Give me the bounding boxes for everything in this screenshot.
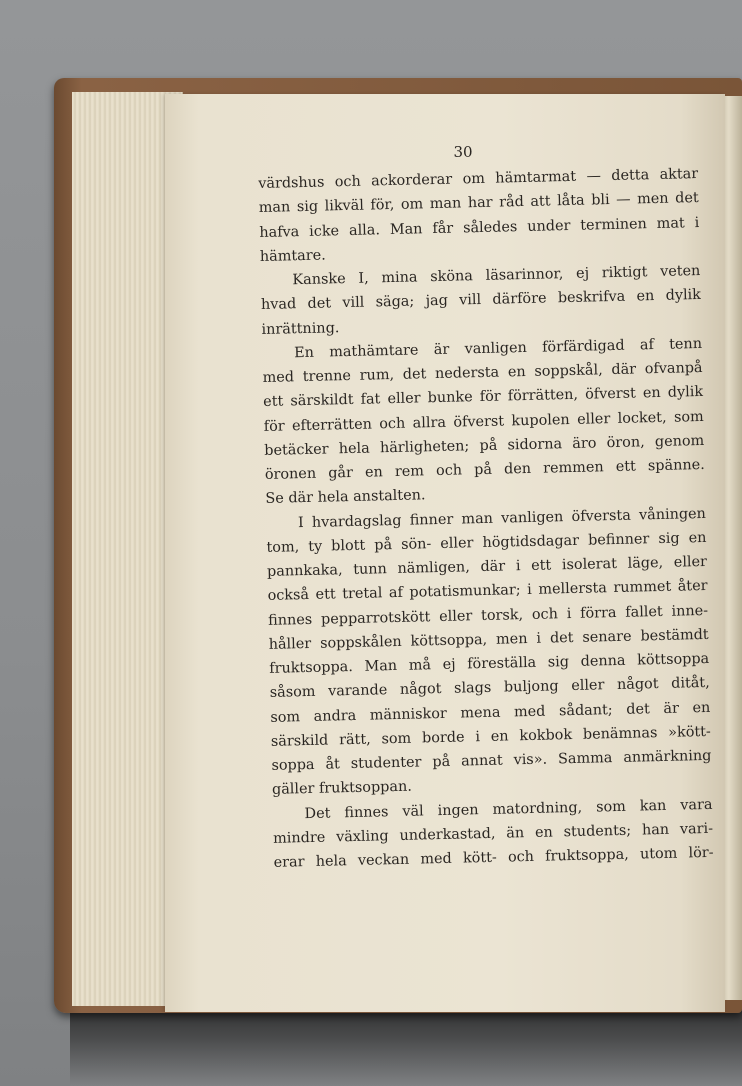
text-line: håller soppskålen köttsoppa, men i det senare bestämdt bbox=[268, 626, 709, 653]
text-line: fruktsoppa. Man må ej föreställa sig denna köttsoppa bbox=[269, 650, 710, 677]
text-line: man sig likväl för, om man har råd att låta bli — men det bbox=[258, 190, 699, 217]
text-line: Det finnes väl ingen matordning, som kan vara bbox=[304, 796, 713, 822]
text-line: med trenne rum, det nedersta en soppskål, där ofvanpå bbox=[262, 359, 703, 386]
text-line: finnes pepparrotskött eller torsk, och i förra fallet inne- bbox=[267, 602, 709, 629]
text-line: En mathämtare är vanligen förfärdigad af tenn bbox=[293, 335, 703, 361]
text-line: särskild rätt, som borde i en kokbok benämnas »kött- bbox=[270, 723, 711, 750]
text-line: hafva icke alla. Man får således under terminen mat i bbox=[259, 214, 700, 241]
page-text bbox=[258, 162, 714, 875]
text-line: pannkaka, tunn nämligen, där i ett isolerat läge, eller bbox=[266, 553, 708, 580]
text-line: Se där hela anstalten. bbox=[265, 487, 426, 508]
text-line: tom, ty blott på sön- eller högtidsdagar befinner sig en bbox=[266, 529, 707, 556]
text-line: Kanske I, mina sköna läsarinnor, ej riktigt veten bbox=[292, 262, 701, 289]
text-line: soppa åt studenter på annat vis». Samma anmärkning bbox=[271, 747, 712, 774]
text-line: I hvardagslag finner man vanligen öfversta våningen bbox=[297, 505, 707, 531]
text-line: betäcker hela härligheten; på sidorna äro öron, genom bbox=[264, 432, 705, 459]
text-line: också ett tretal af potatismunkar; i mellersta rummet åter bbox=[267, 578, 708, 605]
text-line: ett särskildt fat eller bunke för förrätten, öfverst en dylik bbox=[263, 384, 704, 411]
text-line: öronen går en rem och på den remmen ett spänne. bbox=[264, 456, 705, 483]
page-number: 30 bbox=[453, 143, 473, 161]
text-line: hämtare. bbox=[259, 247, 326, 265]
text-line: gäller fruktsoppan. bbox=[271, 778, 413, 799]
text-line: värdshus och ackorderar om hämtarmat — detta aktar bbox=[258, 166, 699, 192]
text-line: inrättning. bbox=[261, 319, 340, 338]
text-line: erar hela veckan med kött- och fruktsoppa, utom lör- bbox=[273, 844, 714, 871]
text-line: som andra människor mena med sådant; det är en bbox=[270, 699, 711, 726]
text-line: för efterrätten och allra öfverst kupolen eller locket, som bbox=[263, 408, 704, 435]
text-line: såsom varande något slags buljong eller något ditåt, bbox=[269, 675, 710, 702]
text-line: hvad det vill säga; jag vill därföre beskrifva en dylik bbox=[260, 287, 702, 314]
text-line: mindre växling underkastad, än en students; han vari- bbox=[272, 820, 714, 847]
